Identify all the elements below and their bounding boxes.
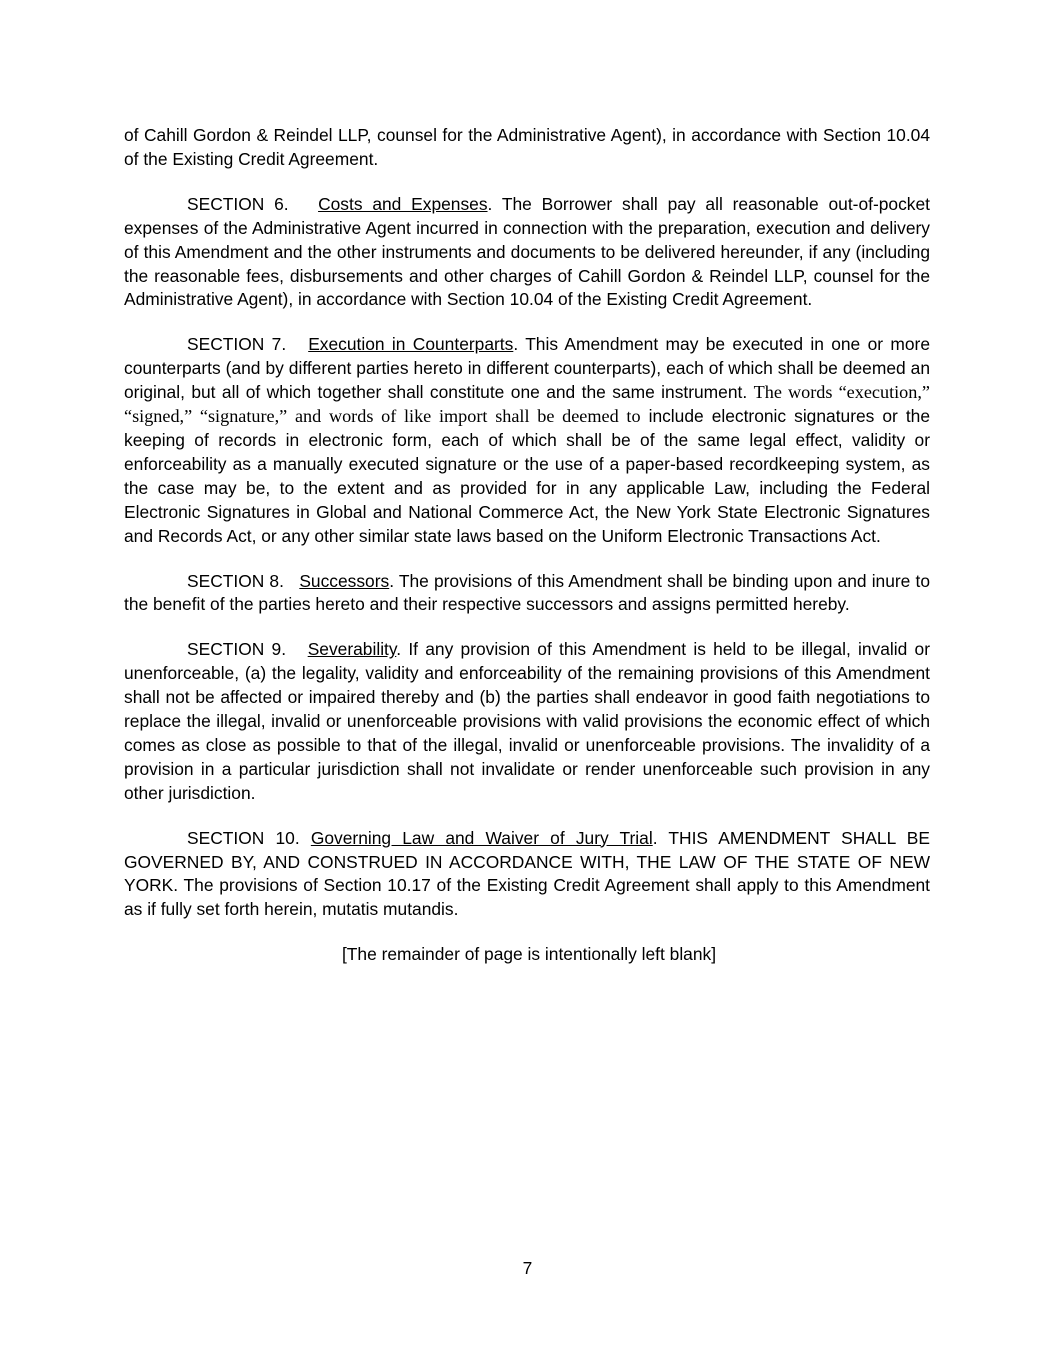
- section-heading: Costs and Expenses: [318, 193, 488, 214]
- page-number: 7: [522, 1258, 533, 1278]
- closing-note: [The remainder of page is intentionally left blank]: [341, 944, 717, 965]
- lead-paragraph: of Cahill Gordon & Reindel LLP, counsel for the Administrative Agent), in accordance with Section 10.04 of the Existing Credit Agreement.: [124, 125, 930, 169]
- section-body: . This Amendment may be executed in one or more counterparts (and by different parties hereto in different counterparts), each of which shall be deemed an original, but all of which together shall constitute one and the same instrument.: [124, 334, 931, 403]
- section-body: . The Borrower shall pay all reasonable out-of-pocket expenses of the Administrative Agent incurred in connection with the preparation, execution and delivery of this Amendment and the other instruments and documents to be delivered hereunder, if any (including the reasonable fees, disbursements and other charges of Cahill Gordon & Reindel LLP, counsel for the Administrative Agent), in accordance with Section 10.04 of the Existing Credit Agreement.: [124, 193, 930, 310]
- section-body: . The provisions of this Amendment shall be binding upon and inure to the benefit of the parties hereto and their respective successors and assigns permitted hereby.: [124, 570, 930, 615]
- section-10: [124, 827, 930, 923]
- section-body: . THIS AMENDMENT SHALL BE GOVERNED BY, AND CONSTRUED IN ACCORDANCE WITH, THE LAW OF THE STATE OF NEW YORK. The provisions of Section 10.17 of the Existing Credit Agreement shall apply to this Amendment as if fully set forth herein, mutatis mutandis.: [124, 827, 930, 920]
- section-body: . If any provision of this Amendment is held to be illegal, invalid or unenforceable, (a) the legality, validity and enforceability of the remaining provisions of this Amendment shall not be affected or impaired thereby and (b) the parties shall endeavor in good faith negotiations to replace the illegal, invalid or unenforceable provisions with valid provisions the economic effect of which comes as close as possible to that of the illegal, invalid or unenforceable provisions. The invalidity of a provision in a particular jurisdiction shall not invalidate or render unenforceable such provision in any other jurisdiction.: [124, 639, 930, 803]
- section-heading: Governing Law and Waiver of Jury Trial: [310, 827, 653, 848]
- section-number: SECTION 9.: [187, 639, 287, 660]
- section-number: SECTION 7.: [187, 334, 287, 355]
- document-page: [124, 124, 930, 967]
- section-body-tail: include electronic signatures or the keeping of records in electronic form, each of which shall be of the same legal effect, validity or enforceability as a manually executed signature or the use of a paper-based recordkeeping system, as the case may be, to the extent and as provided for in any applicable Law, including the Federal Electronic Signatures in Global and National Commerce Act, the New York State Electronic Signatures and Records Act, or any other similar state laws based on the Uniform Electronic Transactions Act.: [124, 406, 930, 546]
- section-9: [124, 638, 930, 805]
- section-heading: Successors: [299, 570, 390, 591]
- section-number: SECTION 6.: [187, 193, 289, 214]
- section-heading: Severability: [307, 639, 397, 660]
- section-heading: Execution in Counterparts: [308, 334, 514, 355]
- section-body-serif: The words “execution,” “signed,” “signature,” and words of like import shall be deemed to: [124, 382, 930, 427]
- section-number: SECTION 10.: [187, 827, 300, 848]
- section-number: SECTION 8.: [187, 570, 284, 591]
- section-8: [124, 570, 930, 618]
- section-6: [124, 193, 930, 313]
- section-7: [124, 333, 930, 548]
